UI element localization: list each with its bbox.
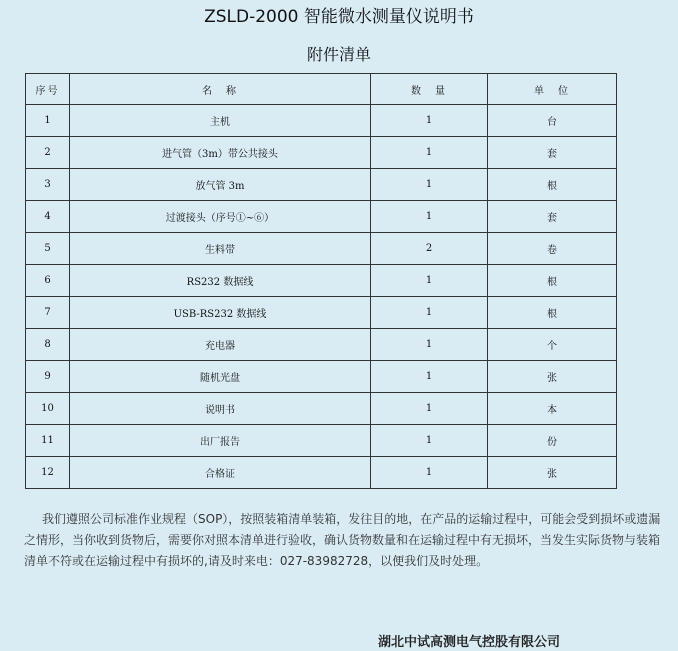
cell-no: 3 [26,169,70,201]
cell-qty: 1 [371,393,488,425]
cell-no: 11 [26,425,70,457]
cell-no: 12 [26,457,70,489]
cell-no: 5 [26,233,70,265]
column-header-no: 序号 [26,74,70,105]
cell-unit: 卷 [488,233,617,265]
cell-no: 9 [26,361,70,393]
cell-qty: 1 [371,265,488,297]
cell-no: 4 [26,201,70,233]
table-row [26,457,617,489]
cell-no: 10 [26,393,70,425]
cell-name: 主机 [70,105,371,137]
cell-name: 合格证 [70,457,371,489]
column-header-name: 名 称 [70,74,371,105]
cell-unit: 本 [488,393,617,425]
cell-name: RS232 数据线 [70,265,371,297]
table-header-row [26,74,617,105]
table-row [26,393,617,425]
cell-qty: 1 [371,137,488,169]
cell-unit: 张 [488,361,617,393]
cell-qty: 1 [371,361,488,393]
cell-unit: 张 [488,457,617,489]
cell-qty: 1 [371,329,488,361]
company-name: 湖北中试高测电气控股有限公司 [378,635,561,650]
cell-unit: 根 [488,297,617,329]
table-row [26,329,617,361]
cell-name: 充电器 [70,329,371,361]
cell-name: 进气管（3m）带公共接头 [70,137,371,169]
cell-name: 随机光盘 [70,361,371,393]
column-header-unit: 单 位 [488,74,617,105]
cell-qty: 1 [371,201,488,233]
table-row [26,105,617,137]
cell-unit: 份 [488,425,617,457]
table-row [26,201,617,233]
accessory-table [25,73,617,489]
cell-qty: 1 [371,105,488,137]
cell-name: 放气管 3m [70,169,371,201]
cell-qty: 2 [371,233,488,265]
table-row [26,137,617,169]
cell-qty: 1 [371,297,488,329]
cell-qty: 1 [371,425,488,457]
cell-qty: 1 [371,457,488,489]
cell-name: 过渡接头（序号①~⑥） [70,201,371,233]
table-row [26,169,617,201]
cell-no: 8 [26,329,70,361]
column-header-qty: 数 量 [371,74,488,105]
cell-no: 7 [26,297,70,329]
cell-unit: 套 [488,137,617,169]
cell-no: 2 [26,137,70,169]
shipping-note: 我们遵照公司标准作业规程（SOP），按照装箱清单装箱，发往目的地，在产品的运输过程中，可能会受到损坏或遗漏之情形，当你收到货物后，需要你对照本清单进行验收，确认货物数量和在运输过程中有无损坏，当发生实际货物与装箱清单不符或在运输过程中有损坏的,请及时来电：027-83982728，以便我们及时处理。 [24,512,661,568]
table-row [26,361,617,393]
cell-name: 生料带 [70,233,371,265]
cell-no: 6 [26,265,70,297]
cell-unit: 根 [488,265,617,297]
table-row [26,233,617,265]
table-row [26,425,617,457]
cell-unit: 台 [488,105,617,137]
cell-name: USB-RS232 数据线 [70,297,371,329]
cell-qty: 1 [371,169,488,201]
cell-unit: 套 [488,201,617,233]
document-title: ZSLD-2000 智能微水测量仪说明书 [204,7,474,27]
cell-name: 说明书 [70,393,371,425]
cell-unit: 个 [488,329,617,361]
table-row [26,297,617,329]
document-subtitle: 附件清单 [306,45,371,64]
cell-name: 出厂报告 [70,425,371,457]
cell-unit: 根 [488,169,617,201]
cell-no: 1 [26,105,70,137]
table-row [26,265,617,297]
